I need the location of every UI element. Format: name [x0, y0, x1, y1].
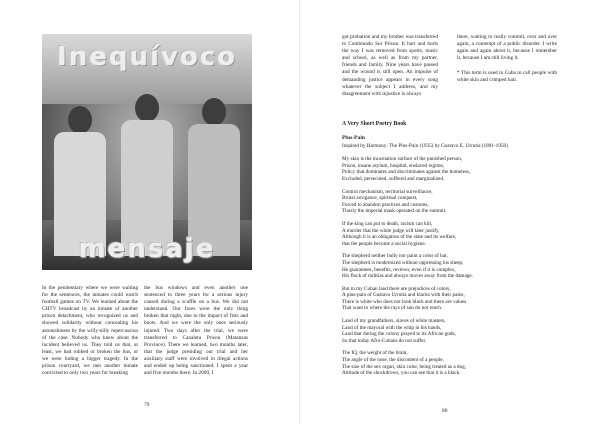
- poem-stanza: [342, 286, 562, 312]
- left-column-1-text: In the penitentiary where we were waiting for the sentences, the inmates could watch football games on TV. We learned about the CHTV broadcast by an inmate of another prison detachment, who recognized us and showed solidarity without concealing his astonishment by the willy-nilly repercussion of the case. Nobody who knew about the incident believed us. They told us that, at least, we had robbed or broken the bus, or we were hiding a bigger tragedy. In the prison courtyard, we met another inmate convicted to only two years for breaking: [42, 285, 138, 377]
- left-column-2: [144, 285, 248, 377]
- left-column-1: [42, 285, 138, 377]
- photo-title: Inequívoco: [57, 42, 237, 72]
- right-column-1: [342, 34, 438, 98]
- poem-line: The size of the sex organ, skin color, being treated as a dog,: [342, 363, 467, 370]
- poem-stanza: [342, 318, 562, 344]
- poem-line: He guarantees, benefits, reviews, even if it is complex,: [342, 266, 456, 273]
- poem-line: The angle of the nose, the discontent of a people,: [342, 357, 444, 364]
- poem-stanza: [342, 350, 562, 376]
- poem-line: The IQ, the weight of the brain,: [342, 350, 408, 357]
- poem-line: Policy that dominates and discriminates against the homeless,: [342, 169, 471, 176]
- poem-line: Excluded, persecuted, suffered and marginalized.: [342, 175, 445, 182]
- poem-stanza: [342, 221, 562, 247]
- poem-line: Control mechanism, territorial surveillance,: [342, 188, 433, 195]
- poem-line: Land of my grandfathers, slaves of white masters,: [342, 318, 446, 325]
- poem-line: There is white who does not look black and there are values: [342, 298, 467, 305]
- poem-line: Brutal arrogance, spiritual conquest,: [342, 195, 418, 202]
- section-heading: A Very Short Poetry Book: [342, 121, 407, 127]
- footnote: * This term is used in Cuba to call people with white skin and crimped hair.: [457, 70, 557, 84]
- right-page: [300, 0, 600, 424]
- poem-stanza: [342, 253, 562, 279]
- right-column-2: [457, 34, 557, 85]
- photo-subtitle: mensaje: [78, 234, 216, 264]
- right-column-2-text: there, waiting to really commit, over and over again, a contempt of a public disorder. I write again and again about it, because I remember it, because I am still living it.: [457, 34, 557, 62]
- poem-inspiration: Inspired by Harmony: The Plus-Pain (1935) by Gustavo E. Urrutia (1881-1958): [342, 142, 508, 149]
- cover-photo: [42, 34, 252, 270]
- poem-line: Attitude of the shockdrows, you can see that it is a black.: [342, 370, 461, 377]
- person-center: [116, 94, 178, 256]
- person-right: [184, 98, 244, 256]
- poem-line: Although it is an obligation of the state and its welfare,: [342, 234, 457, 241]
- poem-line: Land of the mayoral with the whip in his hands,: [342, 324, 442, 331]
- poem-line: A plus-pain of Gustavo Urrutia and blacks with their pains,: [342, 292, 465, 299]
- right-column-1-text: got probation and my brother was transferred to Combinado Sur Prison. It hurt and hurts the way I was removed from sports, music and school, as well as from my partner, friends and family. Nine years have passed and the wound is still open. An impulse of demanding justice appears in every song whatever the subject I address, and my disagreement with injustice is always: [342, 34, 438, 97]
- poem-line: So that today Afro-Cubans do not suffer.: [342, 337, 427, 344]
- page-number-left: 79: [144, 402, 150, 408]
- poem-stanza: [342, 189, 562, 215]
- poem-line: The shepherd is modernized without oppressing his sheep,: [342, 259, 464, 266]
- poem-title: Plus-Pain: [342, 135, 366, 141]
- page-number-right: 80: [442, 408, 448, 414]
- poem-line: Land that during the colony prayed to its African gods,: [342, 331, 456, 338]
- poem-line: That want to where the rays of sun do not reach.: [342, 305, 443, 312]
- poem-line: Thusly the imperial mask operated on the summit.: [342, 208, 447, 215]
- poem-stanzas: [342, 156, 562, 377]
- poem-line: If the king can put to death, racism can kill,: [342, 220, 433, 227]
- poem-line: My skin is the incarnation surface of the punished person,: [342, 156, 463, 163]
- poem-line: But in my Cuban land there are prejudices of colors,: [342, 285, 451, 292]
- poem-line: His flock of militias and always moves away from the damage.: [342, 273, 473, 280]
- poem: [342, 135, 562, 383]
- left-column-2-text: the bus windows and even another one sentenced to three years for a serious injury caused during a scuffle on a bus. We did not understand. Our faces were the only thing broken that night, due to the impact of fists and boots. And we were the only ones seriously injured. Two days after the trial, we were transferred to Canaleta Prison (Matanzas Province). There we learned, two months later, that the judge presiding our trial and her auxiliary staff were involved in illegal actions and ended up being sanctioned. I spent a year and five months there. In 2009, I: [144, 285, 248, 377]
- poem-line: Forced to abandon practices and customs,: [342, 201, 429, 208]
- poem-line: A murder that the white judge will later justify,: [342, 227, 440, 234]
- poem-line: The shepherd neither bully nor paint a color of bar,: [342, 253, 448, 260]
- poem-line: Prison, insane asylum, hospital, enslaved regime,: [342, 162, 445, 169]
- poem-stanza: [342, 156, 562, 182]
- poem-line: that the people become a social hygiene.: [342, 240, 426, 247]
